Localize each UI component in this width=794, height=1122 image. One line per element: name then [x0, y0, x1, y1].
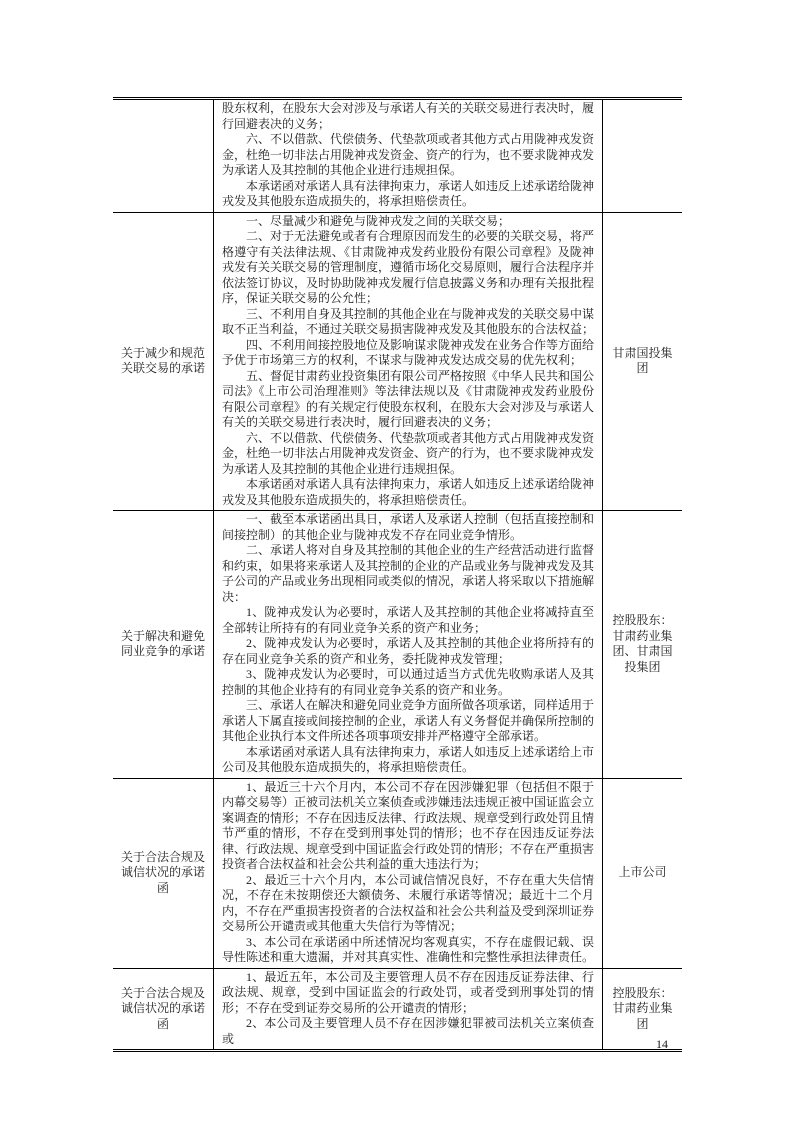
commitment-type-cell	[113, 969, 213, 1050]
paragraph: 股东权利，在股东大会对涉及与承诺人有关的关联交易进行表决时，履行回避表决的义务；	[222, 101, 595, 131]
paragraph: 3、陇神戎发认为必要时，可以通过适当方式优先收购承诺人及其控制的其他企业持有的有同业竞争关系的资产和业务。	[222, 667, 594, 697]
paragraph: 三、不利用自身及其控制的其他企业在与陇神戎发的关联交易中谋取不正当利益，不通过关联交易损害陇神戎发及其他股东的合法权益；	[222, 306, 595, 336]
table-row	[113, 969, 682, 1050]
commitment-party-label: 甘肃国投集团	[612, 345, 673, 376]
commitment-type-cell	[113, 100, 213, 212]
commitment-type-label: 关于减少和规范关联交易的承诺	[120, 345, 205, 376]
commitment-content-cell	[213, 511, 603, 778]
commitment-party-cell	[603, 213, 682, 511]
paragraph: 本承诺函对承诺人具有法律拘束力，承诺人如违反上述承诺给陇神戎发及其他股东造成损失的，将承担赔偿责任。	[222, 178, 595, 208]
paragraph: 1、陇神戎发认为必要时，承诺人及其控制的其他企业将减持直至全部转让所持有的有同业竞争关系的资产和业务；	[222, 605, 594, 635]
paragraph: 2、陇神戎发认为必要时，承诺人及其控制的其他企业将所持有的存在同业竞争关系的资产和业务，委托陇神戎发管理；	[222, 636, 594, 666]
table-row	[113, 213, 682, 512]
commitment-type-label: 关于合法合规及诚信状况的承诺函	[120, 985, 205, 1031]
commitment-content-cell	[213, 779, 603, 968]
commitment-content-cell	[213, 100, 603, 212]
paragraph: 一、尽量减少和避免与陇神戎发之间的关联交易；	[246, 213, 511, 228]
paragraph: 本承诺函对承诺人具有法律拘束力，承诺人如违反上述承诺给上市公司及其他股东造成损失的，将承担赔偿责任。	[222, 744, 595, 774]
paragraph: 本承诺函对承诺人具有法律拘束力，承诺人如违反上述承诺给陇神戎发及其他股东造成损失的，将承担赔偿责任。	[222, 477, 595, 507]
paragraph: 二、承诺人将对自身及其控制的其他企业的生产经营活动进行监督和约束，如果将来承诺人及其控制的企业的产品或业务与陇神戎发及其子公司的产品或业务出现相同或类似的情况，承诺人将采取以下措施解决：	[222, 543, 595, 604]
commitment-party-label: 控股股东：甘肃药业集团、甘肃国投集团	[612, 613, 673, 674]
paragraph: 3、本公司在承诺函中所述情况均客观真实，不存在虚假记载、误导性陈述和重大遗漏，并对其真实性、准确性和完整性承担法律责任。	[222, 934, 595, 964]
commitment-type-cell	[113, 213, 213, 511]
commitment-party-cell	[603, 511, 682, 778]
commitment-content-cell	[213, 213, 603, 511]
paragraph: 一、截至本承诺函出具日，承诺人及承诺人控制（包括直接控制和间接控制）的其他企业与陇神戎发不存在同业竞争情形。	[222, 512, 595, 542]
commitment-party-label: 上市公司	[618, 865, 667, 880]
commitment-type-cell	[113, 779, 213, 968]
paragraph: 1、最近三十六个月内，本公司不存在因涉嫌犯罪（包括但不限于内幕交易等）正被司法机关立案侦查或涉嫌违法违规正被中国证监会立案调查的情形；不存在因违反法律、行政法规、规章受到行政处罚且情节严重的情形，不存在受到刑事处罚的情形；也不存在因违反证券法律、行政法规、规章受到中国证监会行政处罚的情形；不存在严重损害投资者合法权益和社会公共利益的重大违法行为；	[222, 779, 595, 871]
paragraph: 2、最近三十六个月内，本公司诚信情况良好，不存在重大失信情况，不存在未按期偿还大额债务、未履行承诺等情况；最近十二个月内，不存在严重损害投资者的合法权益和社会公共利益及受到深圳证券交易所公开谴责或其他重大失信行为等情况；	[222, 872, 595, 933]
commitment-party-label: 控股股东：甘肃药业集团	[612, 985, 673, 1031]
commitment-type-cell	[113, 511, 213, 778]
paragraph: 六、不以借款、代偿债务、代垫款项或者其他方式占用陇神戎发资金，杜绝一切非法占用陇神戎发资金、资产的行为，也不要求陇神戎发为承诺人及其控制的其他企业进行违规担保。	[222, 430, 595, 476]
paragraph: 1、最近五年，本公司及主要管理人员不存在因违反证券法律、行政法规、规章，受到中国证监会的行政处罚，或者受到刑事处罚的情形；不存在受到证券交易所的公开谴责的情形；	[222, 969, 594, 1015]
commitment-type-label: 关于解决和避免同业竞争的承诺	[120, 628, 205, 659]
commitment-party-cell	[603, 100, 682, 212]
paragraph: 二、对于无法避免或者有合理原因而发生的必要的关联交易，将严格遵守有关法律法规、《甘肃陇神戎发药业股份有限公司章程》及陇神戎发有关关联交易的管理制度，遵循市场化交易原则，履行合法程序并依法签订协议，及时协助陇神戎发履行信息披露义务和办理有关报批程序，保证关联交易的公允性；	[222, 229, 595, 305]
table-row	[113, 100, 682, 213]
commitment-party-cell	[603, 969, 682, 1050]
commitment-content-cell	[213, 969, 603, 1050]
commitment-type-label: 关于合法合规及诚信状况的承诺函	[120, 849, 205, 895]
paragraph: 四、不利用间接控股地位及影响谋求陇神戎发在业务合作等方面给予优于市场第三方的权利，不谋求与陇神戎发达成交易的优先权利；	[222, 337, 595, 367]
table-row	[113, 511, 682, 779]
table-row	[113, 779, 682, 969]
commitment-party-cell	[603, 779, 682, 968]
paragraph: 三、承诺人在解决和避免同业竞争方面所做各项承诺，同样适用于承诺人下属直接或间接控制的企业，承诺人有义务督促并确保所控制的其他企业执行本文件所述各项事项安排并严格遵守全部承诺。	[222, 698, 595, 743]
page-number: 14	[656, 1037, 668, 1051]
commitments-table	[113, 97, 682, 1052]
paragraph: 五、督促甘肃药业投资集团有限公司严格按照《中华人民共和国公司法》《上市公司治理准则》等法律法规以及《甘肃陇神戎发药业股份有限公司章程》的有关规定行使股东权利，在股东大会对涉及与承诺人有关的关联交易进行表决时，履行回避表决的义务；	[222, 368, 595, 429]
paragraph: 2、本公司及主要管理人员不存在因涉嫌犯罪被司法机关立案侦查或	[222, 1016, 594, 1046]
paragraph: 六、不以借款、代偿债务、代垫款项或者其他方式占用陇神戎发资金，杜绝一切非法占用陇神戎发资金、资产的行为，也不要求陇神戎发为承诺人及其控制的其他企业进行违规担保。	[222, 132, 595, 177]
